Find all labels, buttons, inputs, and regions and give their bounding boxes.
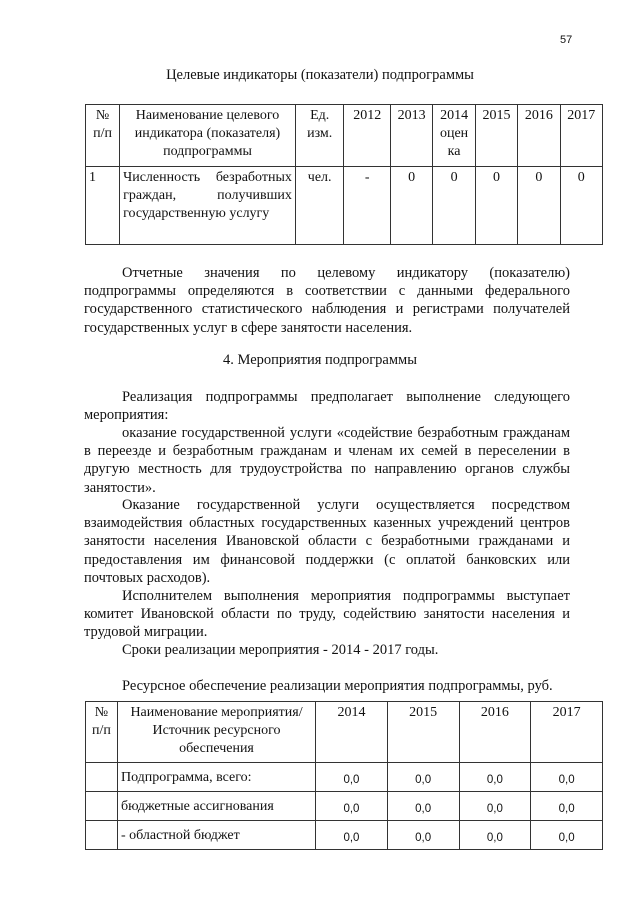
- table-header-row: [86, 105, 603, 167]
- table-cell: Численность безработных граждан, получивших государственную услугу: [120, 167, 296, 245]
- table-cell: 0,0: [459, 763, 531, 792]
- table-cell: 0,0: [316, 792, 388, 821]
- header-cell: № п/п: [86, 702, 118, 763]
- table-cell: 0,0: [531, 763, 603, 792]
- paragraph-service: оказание государственной услуги «содействие безработным гражданам в переезде и безработным гражданам и членам их семей в переселении в другую местность для трудоустройства по направлению органов службы занятости».: [84, 425, 570, 496]
- paragraph-terms: Сроки реализации мероприятия - 2014 - 2017 годы.: [122, 642, 439, 658]
- table-cell: 0,0: [531, 821, 603, 850]
- paragraph-indicator-values: Отчетные значения по целевому индикатору (показателю) подпрограммы определяются в соответствии с данными федерального государственного статистического наблюдения и регистрами получателей государственных услуг в сфере занятости населения.: [84, 265, 570, 336]
- header-cell: 2017: [531, 702, 603, 763]
- table-row: [86, 821, 603, 850]
- table-cell: 1: [86, 167, 120, 245]
- header-cell: Наименование мероприятия/Источник ресурсного обеспечения: [117, 702, 315, 763]
- paragraph-executor: Исполнителем выполнения мероприятия подпрограммы выступает комитет Ивановской области по труду, содействию занятости населения и трудовой миграции.: [84, 588, 570, 641]
- table-cell: 0: [433, 167, 475, 245]
- table-cell: 0,0: [459, 821, 531, 850]
- header-cell: 2012: [344, 105, 391, 167]
- table-cell: [86, 792, 118, 821]
- header-cell: Ед. изм.: [295, 105, 344, 167]
- indicators-table: [85, 104, 603, 245]
- table2-title: Ресурсное обеспечение реализации мероприятия подпрограммы, руб.: [122, 678, 553, 694]
- header-cell: № п/п: [86, 105, 120, 167]
- header-cell: Наименование целевого индикатора (показателя) подпрограммы: [120, 105, 296, 167]
- page-number: 57: [560, 34, 573, 46]
- table-cell: 0,0: [531, 792, 603, 821]
- table-cell: 0,0: [459, 792, 531, 821]
- table-cell: 0: [560, 167, 602, 245]
- table-header-row: [86, 702, 603, 763]
- resources-table: [85, 701, 603, 850]
- table1-title: Целевые индикаторы (показатели) подпрограммы: [166, 67, 474, 83]
- table-cell: 0,0: [387, 763, 459, 792]
- header-cell: 2015: [475, 105, 517, 167]
- table-cell: 0,0: [316, 821, 388, 850]
- table-row: [86, 792, 603, 821]
- table-cell: [86, 821, 118, 850]
- header-cell: 2016: [459, 702, 531, 763]
- table-cell: 0,0: [387, 792, 459, 821]
- header-cell: 2014: [316, 702, 388, 763]
- table-row: [86, 167, 603, 245]
- table-cell: Подпрограмма, всего:: [117, 763, 315, 792]
- section-4-title: 4. Мероприятия подпрограммы: [223, 352, 417, 368]
- header-cell: 2014 оцен ка: [433, 105, 475, 167]
- table-cell: 0,0: [316, 763, 388, 792]
- table-cell: чел.: [295, 167, 344, 245]
- header-cell: 2015: [387, 702, 459, 763]
- table-cell: 0: [390, 167, 432, 245]
- paragraph-implementation: Реализация подпрограммы предполагает выполнение следующего мероприятия:: [84, 389, 570, 424]
- table-row: [86, 763, 603, 792]
- table-cell: бюджетные ассигнования: [117, 792, 315, 821]
- table-cell: 0: [518, 167, 560, 245]
- header-cell: 2013: [390, 105, 432, 167]
- paragraph-provision: Оказание государственной услуги осуществляется посредством взаимодействия областных государственных казенных учреждений центров занятости населения Ивановской области с безработными гражданами и предоставления им финансовой поддержки (с оплатой банковских или почтовых расходов).: [84, 497, 570, 586]
- table-cell: - областной бюджет: [117, 821, 315, 850]
- table-cell: -: [344, 167, 391, 245]
- table-cell: 0,0: [387, 821, 459, 850]
- header-cell: 2016: [518, 105, 560, 167]
- header-cell: 2017: [560, 105, 602, 167]
- table-cell: [86, 763, 118, 792]
- table-cell: 0: [475, 167, 517, 245]
